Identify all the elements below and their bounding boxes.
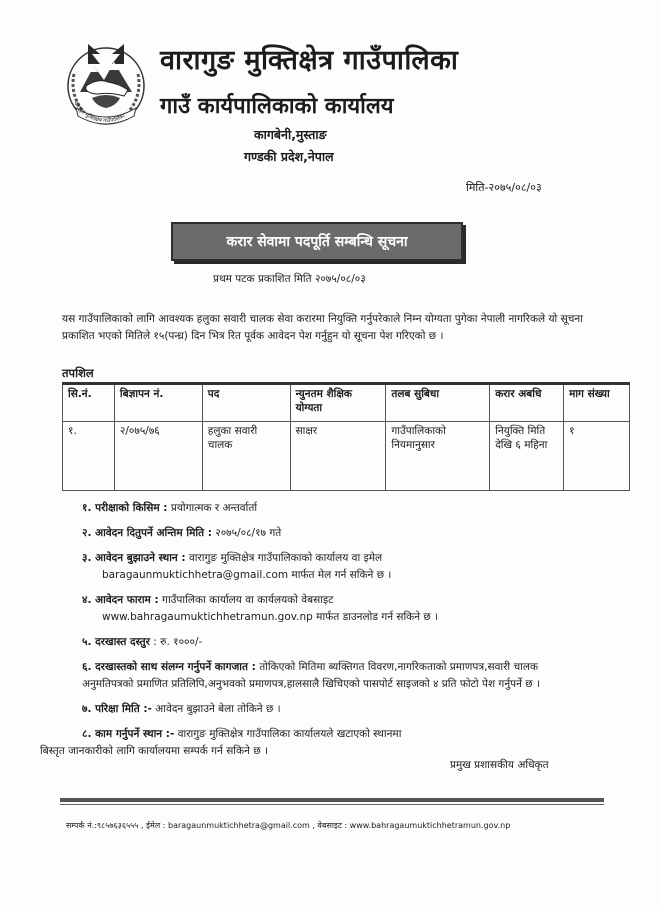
vacancy-table bbox=[62, 382, 630, 491]
item-label: २. आवेदन दितुपर्ने अन्तिम मिति : bbox=[82, 527, 212, 539]
cell-post: हलुका सवारी चालक bbox=[202, 422, 290, 491]
cell-ad-number: २/०७५/७६ bbox=[114, 422, 202, 491]
item-text: : रु. १०००/- bbox=[149, 636, 203, 648]
item-label: ६. दरखास्तको साथ संलग्न गर्नुपर्ने कागजात : bbox=[82, 661, 256, 673]
item-text: गाउँपालिका कार्यालय वा कार्यलयको वेबसाइट bbox=[158, 594, 334, 606]
list-item bbox=[82, 592, 582, 626]
cell-qualification: साक्षर bbox=[290, 422, 386, 491]
address-line-1: कागबेनी,मुस्ताङ bbox=[254, 127, 327, 142]
header-demand-count: माग संख्या bbox=[564, 384, 630, 422]
published-date: प्रथम पटक प्रकाशित मिति २०७५/०८/०३ bbox=[213, 273, 366, 285]
list-item bbox=[82, 525, 582, 542]
header-contract-period: करार अबधि bbox=[490, 384, 564, 422]
cell-salary: गाउँपालिकाको नियमानुसार bbox=[386, 422, 490, 491]
item-label: ७. परिक्षा मिति :- bbox=[82, 703, 152, 715]
conditions-list bbox=[40, 500, 582, 768]
header-qualification: न्युनतम शैक्षिक योग्यता bbox=[290, 384, 386, 422]
svg-text:वारागुङ मुक्तिक्षेत्र गाउँपालि: वारागुङ मुक्तिक्षेत्र गाउँपालिका bbox=[72, 100, 127, 125]
footer-divider-thin bbox=[60, 804, 604, 805]
table-header-row bbox=[63, 384, 630, 422]
cell-demand-count: १ bbox=[564, 422, 630, 491]
header-post: पद bbox=[202, 384, 290, 422]
notice-date: मिति-२०७५/०८/०३ bbox=[466, 181, 542, 194]
intro-paragraph: यस गाउँपालिकाको लागि आवश्यक हलुका सवारी चालक सेवा करारमा नियुक्ति गर्नुपरेकाले निम्न योग्यता पुगेका नेपाली नागरिकले यो सूचना प्रकाशित भएको मितिले १५(पन्ध्र) दिन भित्र रित पूर्वक आवेदन पेश गर्नुहुन यो सूचना पेश गरिएको छ । bbox=[62, 313, 583, 342]
item-label: १. परीक्षाको किसिम : bbox=[82, 502, 168, 514]
list-item bbox=[40, 726, 582, 760]
item-text: २०७५/०८/१७ गते bbox=[211, 527, 282, 539]
list-item bbox=[82, 701, 582, 718]
list-item bbox=[82, 659, 582, 693]
item-label: ८. काम गर्नुपर्ने स्थान :- bbox=[82, 728, 175, 740]
nepal-government-emblem-icon bbox=[62, 34, 150, 132]
item-text: तोकिएको मितिमा ब्यक्तिगत विवरण,नागरिकताको प्रमाणपत्र,सवारी चालक अनुमतिपत्रको प्रमाणित प्रतिलिपि,अनुभवको प्रमाणपत्र,हालसालै खिचिएको पासपोर्ट साइजको ४ प्रति फोटो पेश गर्नुपर्ने छ । bbox=[82, 661, 540, 690]
list-item bbox=[82, 500, 582, 517]
cell-serial: १. bbox=[63, 422, 115, 491]
item-extra: बिस्तृत जानकारीको लागि कार्यालयमा सम्पर्क गर्न सकिने छ । bbox=[40, 745, 268, 757]
notice-title-banner: करार सेवामा पदपूर्ति सम्बन्धि सूचना bbox=[171, 222, 463, 261]
item-text: प्रयोगात्मक र अन्तर्वार्ता bbox=[167, 502, 258, 514]
details-heading: तपशिल bbox=[62, 366, 94, 380]
footer-contact: सम्पर्क नं.:९८५७६३६५५५ , ईमेल : baragaunmuktichhetra@gmail.com , वेबसाइट : www.bahragaumuktichhetramun.gov.np bbox=[66, 821, 511, 830]
item-label: ३. आवेदन बुझाउने स्थान : bbox=[82, 552, 186, 564]
item-text: वारागुङ मुक्तिक्षेत्र गाउँपालिकाको कार्यालय वा इमेल bbox=[185, 552, 383, 564]
table-row bbox=[63, 422, 630, 491]
item-text: वारागुङ मुक्तिक्षेत्र गाउँपालिका कार्यालयले खटाएको स्थानमा bbox=[174, 728, 402, 740]
item-extra: www.bahragaumuktichhetramun.gov.np मार्फत डाउनलोड गर्न सकिने छ । bbox=[102, 611, 439, 623]
header-ad-number: बिज्ञापन नं. bbox=[114, 384, 202, 422]
item-extra: baragaunmuktichhetra@gmail.com मार्फत मेल गर्न सकिने छ । bbox=[102, 569, 392, 581]
office-title: वारागुङ मुक्तिक्षेत्र गाउँपालिका bbox=[160, 45, 459, 76]
header-serial: सि.नं. bbox=[63, 384, 115, 422]
item-text: आवेदन बुझाउने बेला तोकिने छ । bbox=[151, 703, 281, 715]
list-item bbox=[82, 634, 582, 651]
footer-divider bbox=[60, 798, 604, 802]
signatory-title: प्रमुख प्रशासकीय अधिकृत bbox=[450, 759, 549, 771]
list-item bbox=[82, 550, 582, 584]
office-subtitle: गाउँ कार्यपालिकाको कार्यालय bbox=[160, 94, 394, 119]
item-label: ४. आवेदन फाराम : bbox=[82, 594, 159, 606]
address-line-2: गण्डकी प्रदेश,नेपाल bbox=[244, 149, 334, 164]
header-salary: तलब सुबिधा bbox=[386, 384, 490, 422]
cell-contract-period: नियुक्ति मिति देखि ६ महिना bbox=[490, 422, 564, 491]
item-label: ५. दरखास्त दस्तुर bbox=[82, 636, 150, 648]
